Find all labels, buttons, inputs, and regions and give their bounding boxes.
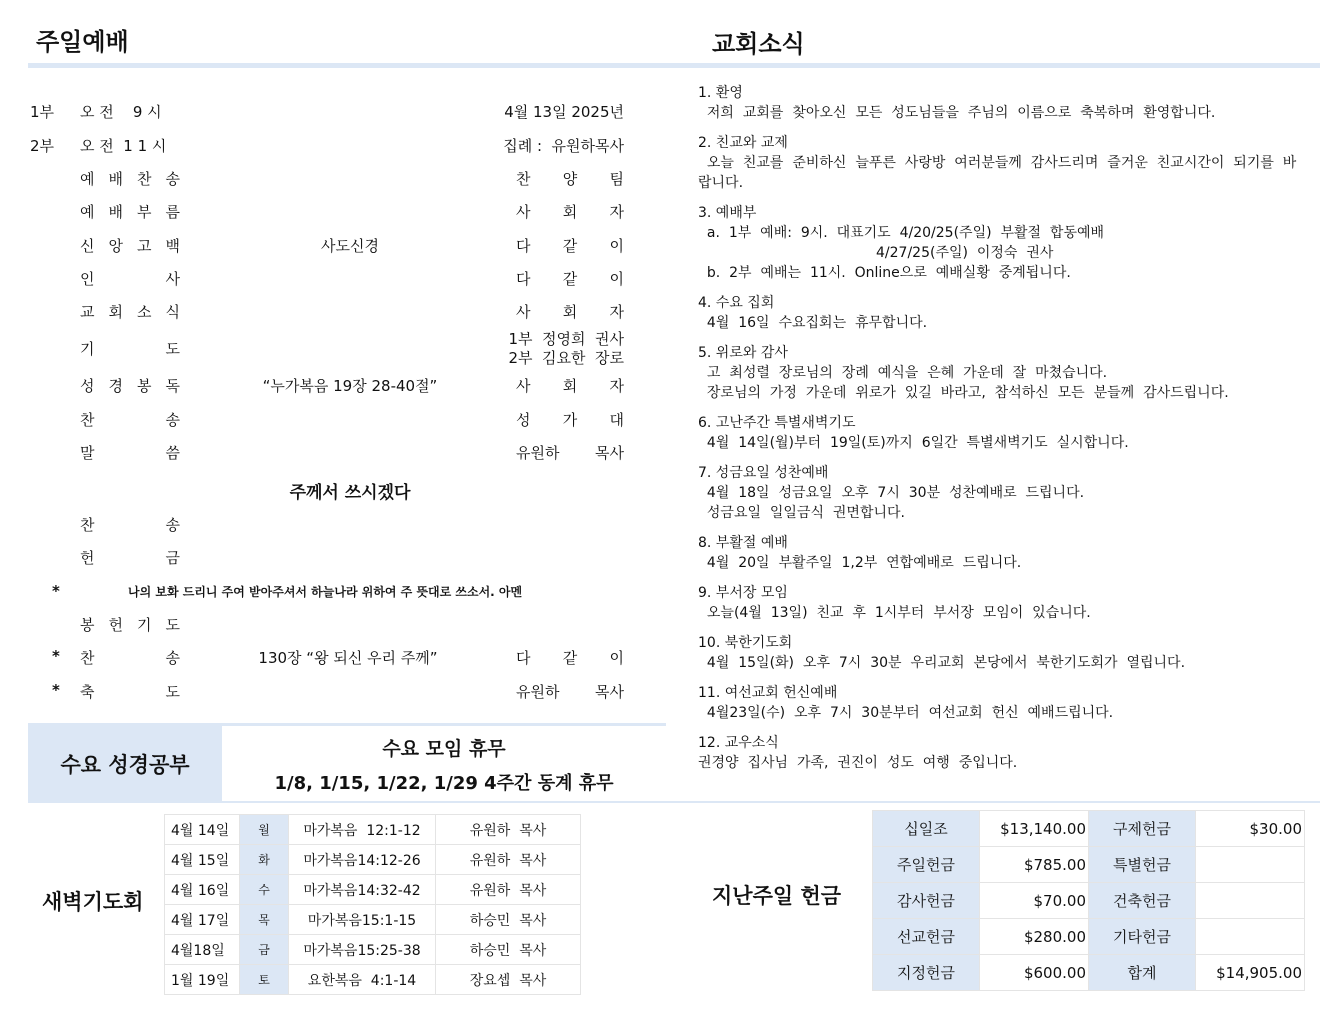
news-item-body: 4월23일(수) 오후 7시 30분부터 여선교회 헌신 예배드립니다.	[698, 705, 1114, 721]
table-row	[873, 811, 1305, 847]
news-item-title: 5. 위로와 감사	[698, 345, 788, 361]
table-row	[165, 845, 581, 875]
order-content: 사도신경	[321, 237, 379, 255]
table-row	[165, 935, 581, 965]
offering-amount: $280.00	[980, 919, 1089, 955]
order-label-char: 신	[80, 237, 95, 255]
order-label-char: 앙	[108, 237, 123, 255]
order-leader-char: 같	[562, 270, 578, 288]
offering-category: 건축헌금	[1089, 883, 1196, 919]
order-label-char: 찬	[80, 516, 95, 534]
service-time: 오 전 1 1 시	[80, 136, 167, 155]
news-item-body: 4월 20일 부활주일 1,2부 연합예배로 드립니다.	[698, 555, 1022, 571]
sermon-title: 주께서 쓰시겠다	[289, 483, 411, 503]
order-leader-char: 자	[609, 203, 624, 221]
order-label-char: 찬	[80, 411, 95, 429]
prayer-date: 1월 19일	[165, 965, 240, 995]
order-leader-char: 같	[562, 649, 578, 667]
news-item-body: 4월 18일 성금요일 오후 7시 30분 성찬예배로 드립니다. 성금요일 일일금식 권면합니다.	[706, 485, 1085, 521]
order-leader-char: 이	[609, 237, 624, 255]
order-star: *	[52, 681, 60, 699]
service-date: 4월 13일 2025년	[504, 103, 624, 121]
order-label-char: 식	[165, 303, 180, 321]
order-label-char: 부	[137, 203, 152, 221]
order-label	[80, 681, 180, 702]
prayer-date: 4월 16일	[165, 875, 240, 905]
offering-amount: $70.00	[980, 883, 1089, 919]
prayer-passage: 마가복음15:25-38	[289, 935, 436, 965]
bible-study-line2: 1/8, 1/15, 1/22, 1/29 4주간 동계 휴무	[274, 773, 614, 794]
table-row	[873, 847, 1305, 883]
offering-amount: $785.00	[980, 847, 1089, 883]
news-item	[698, 293, 1298, 333]
prayer-passage: 요한복음 4:1-14	[289, 965, 436, 995]
offering-amount: $13,140.00	[980, 811, 1089, 847]
order-label-char: 축	[80, 683, 95, 701]
offering-amount: $14,905.00	[1196, 955, 1305, 991]
prayer-passage: 마가복음 12:1-12	[289, 815, 436, 845]
order-content: 130장 “왕 되신 우리 주께”	[258, 649, 438, 667]
order-label-char: 교	[80, 303, 95, 321]
order-label-char: 기	[137, 616, 152, 634]
order-label-char: 소	[137, 303, 152, 321]
service-time: 오 전 9 시	[80, 103, 162, 121]
news-item-title: 2. 친교와 교제	[698, 135, 788, 151]
order-label-char: 배	[108, 203, 123, 221]
order-label-char: 기	[80, 340, 95, 358]
order-leader	[516, 168, 624, 189]
order-label-char: 송	[165, 170, 180, 188]
order-leader-char: 자	[609, 303, 624, 321]
offering-category: 합계	[1089, 955, 1196, 991]
offering-amount	[1196, 919, 1305, 955]
order-label-char: 송	[165, 411, 180, 429]
news-item-title: 12. 교우소식	[698, 735, 779, 751]
order-leader-char: 이	[609, 649, 624, 667]
worship-title: 주일예배	[36, 28, 129, 56]
news-item-title: 11. 여선교회 헌신예배	[698, 685, 838, 701]
order-label-char: 봉	[80, 616, 95, 634]
order-content: “누가복음 19장 28-40절”	[262, 377, 438, 395]
prayer-preacher: 유원하 목사	[436, 815, 581, 845]
prayer-preacher: 유원하 목사	[436, 875, 581, 905]
order-leader-char: 다	[516, 237, 531, 255]
news-item-title: 8. 부활절 예배	[698, 535, 788, 551]
table-row	[165, 875, 581, 905]
order-leader-char: 가	[562, 411, 578, 429]
order-label-char: 인	[80, 270, 95, 288]
order-label-char: 찬	[80, 649, 95, 667]
order-leader-char: 사	[516, 377, 531, 395]
order-leader	[516, 647, 624, 668]
prayer-preacher: 유원하 목사	[436, 845, 581, 875]
news-item	[698, 133, 1298, 193]
prayer-day: 월	[240, 815, 289, 845]
order-leader-char: 팀	[609, 170, 624, 188]
order-label-char: 씀	[165, 444, 180, 462]
bible-study-label: 수요 성경공부	[28, 726, 222, 802]
order-label	[80, 301, 180, 322]
order-leader-char: 자	[609, 377, 624, 395]
order-leader-char: 회	[562, 377, 578, 395]
order-leader-char: 회	[562, 203, 578, 221]
order-label	[80, 375, 180, 396]
offering-amount	[1196, 883, 1305, 919]
news-item	[698, 683, 1298, 723]
offering-category: 선교헌금	[873, 919, 980, 955]
news-item-body: 고 최성렬 장로님의 장례 예식을 은혜 가운데 잘 마쳤습니다. 장로님의 가정 가운데 위로가 있길 바라고, 참석하신 모든 분들께 감사드립니다.	[706, 365, 1229, 401]
prayer-date: 4월 15일	[165, 845, 240, 875]
prayer-preacher: 하승민 목사	[436, 905, 581, 935]
news-item-title: 4. 수요 집회	[698, 295, 775, 311]
prayer-day: 토	[240, 965, 289, 995]
order-label-char: 고	[137, 237, 152, 255]
order-leader	[516, 375, 624, 396]
offering-category: 기타헌금	[1089, 919, 1196, 955]
news-item-title: 7. 성금요일 성찬예배	[698, 465, 829, 481]
prayer-date: 4월 17일	[165, 905, 240, 935]
table-row	[873, 919, 1305, 955]
offering-amount: $600.00	[980, 955, 1089, 991]
news-item-title: 10. 북한기도회	[698, 635, 793, 651]
news-item	[698, 463, 1298, 523]
order-label	[80, 201, 180, 222]
order-leader-char: 유원하	[516, 444, 560, 462]
dawn-prayer-table	[164, 814, 581, 995]
order-label-char: 백	[165, 237, 180, 255]
order-label	[80, 442, 180, 463]
order-leader	[516, 301, 624, 322]
order-label-char: 헌	[80, 549, 95, 567]
news-item-title: 1. 환영	[698, 85, 743, 101]
table-row	[165, 905, 581, 935]
order-leader	[516, 442, 624, 463]
offering-category: 십일조	[873, 811, 980, 847]
order-label-char: 예	[80, 170, 95, 188]
prayer-day: 목	[240, 905, 289, 935]
prayer-passage: 마가복음15:1-15	[289, 905, 436, 935]
order-leader: 1부 정영희 권사	[508, 330, 624, 348]
order-label	[80, 268, 180, 289]
news-item-body: 4월 14일(월)부터 19일(토)까지 6일간 특별새벽기도 실시합니다.	[698, 435, 1129, 451]
order-label	[80, 514, 180, 535]
order-label-char: 성	[80, 377, 95, 395]
news-list	[698, 83, 1298, 783]
offering-prayer: 나의 보화 드리니 주여 받아주셔서 하늘나라 위하여 주 뜻대로 쓰소서. 아멘	[128, 585, 523, 599]
order-leader-char: 유원하	[516, 683, 560, 701]
order-leader	[516, 268, 624, 289]
order-label-char: 도	[165, 683, 180, 701]
table-row	[165, 815, 581, 845]
offering-amount	[1196, 847, 1305, 883]
order-label	[80, 338, 180, 359]
officiant: 집례 : 유원하목사	[503, 136, 624, 155]
offering-category: 지정헌금	[873, 955, 980, 991]
news-title: 교회소식	[712, 30, 805, 58]
bible-study-notice	[222, 726, 666, 802]
order-leader	[516, 681, 624, 702]
order-leader-char: 목사	[595, 683, 624, 701]
section-divider	[28, 801, 1320, 803]
table-row	[873, 955, 1305, 991]
news-item	[698, 413, 1298, 453]
order-label	[80, 547, 180, 568]
header-divider	[28, 63, 1320, 68]
offering-category: 구제헌금	[1089, 811, 1196, 847]
offering-amount: $30.00	[1196, 811, 1305, 847]
news-item-body: 오늘 친교를 준비하신 늘푸른 사랑방 여러분들께 감사드리며 즐거운 친교시간이 되기를 바랍니다.	[698, 155, 1297, 191]
offering-label: 지난주일 헌금	[712, 884, 842, 908]
service-part: 2부	[30, 136, 55, 155]
prayer-date: 4월18일	[165, 935, 240, 965]
order-leader-char: 사	[516, 303, 531, 321]
prayer-preacher: 하승민 목사	[436, 935, 581, 965]
order-leader-char: 성	[516, 411, 531, 429]
prayer-passage: 마가복음14:12-26	[289, 845, 436, 875]
order-leader-char: 찬	[516, 170, 531, 188]
news-item-body: 권경양 집사님 가족, 권진이 성도 여행 중입니다.	[698, 755, 1018, 771]
order-label	[80, 614, 180, 635]
order-label-char: 예	[80, 203, 95, 221]
news-item-body: a. 1부 예배: 9시. 대표기도 4/20/25(주일) 부활절 합동예배 4/27/25(주일) 이정숙 권사 b. 2부 예배는 11시. Online으로 예배실황 중계됩니다.	[706, 225, 1105, 281]
order-label-char: 름	[165, 203, 180, 221]
offering-category: 주일헌금	[873, 847, 980, 883]
order-leader-char: 이	[609, 270, 624, 288]
prayer-day: 화	[240, 845, 289, 875]
order-label-char: 독	[165, 377, 180, 395]
order-label-char: 도	[165, 340, 180, 358]
news-item-title: 9. 부서장 모임	[698, 585, 788, 601]
news-item	[698, 203, 1298, 283]
order-label	[80, 409, 180, 430]
bible-study-line1: 수요 모임 휴무	[382, 738, 506, 760]
offering-category: 특별헌금	[1089, 847, 1196, 883]
order-label-char: 헌	[108, 616, 123, 634]
prayer-preacher: 장요셉 목사	[436, 965, 581, 995]
news-item-body: 저희 교회를 찾아오신 모든 성도님들을 주님의 이름으로 축복하며 환영합니다.	[698, 105, 1216, 121]
order-leader-char: 다	[516, 270, 531, 288]
order-label-char: 찬	[137, 170, 152, 188]
order-label-char: 송	[165, 649, 180, 667]
prayer-passage: 마가복음14:32-42	[289, 875, 436, 905]
order-label	[80, 235, 180, 256]
order-leader	[516, 409, 624, 430]
news-item-title: 6. 고난주간 특별새벽기도	[698, 415, 856, 431]
news-item-body: 4월 16일 수요집회는 휴무합니다.	[698, 315, 928, 331]
order-leader-char: 다	[516, 649, 531, 667]
prayer-day: 수	[240, 875, 289, 905]
news-item	[698, 343, 1298, 403]
order-label-char: 배	[108, 170, 123, 188]
offering-category: 감사헌금	[873, 883, 980, 919]
news-item-body: 4월 15일(화) 오후 7시 30분 우리교회 본당에서 북한기도회가 열립니다.	[698, 655, 1186, 671]
order-label-char: 회	[108, 303, 123, 321]
order-label	[80, 168, 180, 189]
news-item	[698, 83, 1298, 123]
order-label-char: 봉	[137, 377, 152, 395]
order-leader-char: 목사	[595, 444, 624, 462]
offering-table	[872, 810, 1305, 991]
order-label	[80, 647, 180, 668]
order-label-char: 송	[165, 516, 180, 534]
news-item	[698, 583, 1298, 623]
order-label-char: 금	[165, 549, 180, 567]
order-leader	[516, 201, 624, 222]
order-label-char: 말	[80, 444, 95, 462]
news-item	[698, 733, 1298, 773]
order-leader-char: 회	[562, 303, 578, 321]
service-part: 1부	[30, 103, 55, 121]
order-label-char: 사	[165, 270, 180, 288]
table-row	[165, 965, 581, 995]
order-label-char: 도	[165, 616, 180, 634]
order-star: *	[52, 647, 60, 665]
order-leader-char: 양	[562, 170, 578, 188]
news-item-body: 오늘(4월 13일) 친교 후 1시부터 부서장 모임이 있습니다.	[698, 605, 1091, 621]
order-leader: 2부 김요한 장로	[508, 349, 624, 367]
prayer-day: 금	[240, 935, 289, 965]
news-item-title: 3. 예배부	[698, 205, 757, 221]
table-row	[873, 883, 1305, 919]
order-label-char: 경	[108, 377, 123, 395]
news-item	[698, 633, 1298, 673]
order-leader	[516, 235, 624, 256]
order-leader-char: 대	[609, 411, 624, 429]
news-item	[698, 533, 1298, 573]
offering-prayer-star: *	[52, 582, 60, 600]
prayer-date: 4월 14일	[165, 815, 240, 845]
order-leader-char: 같	[562, 237, 578, 255]
dawn-prayer-label: 새벽기도회	[42, 890, 144, 914]
order-leader-char: 사	[516, 203, 531, 221]
